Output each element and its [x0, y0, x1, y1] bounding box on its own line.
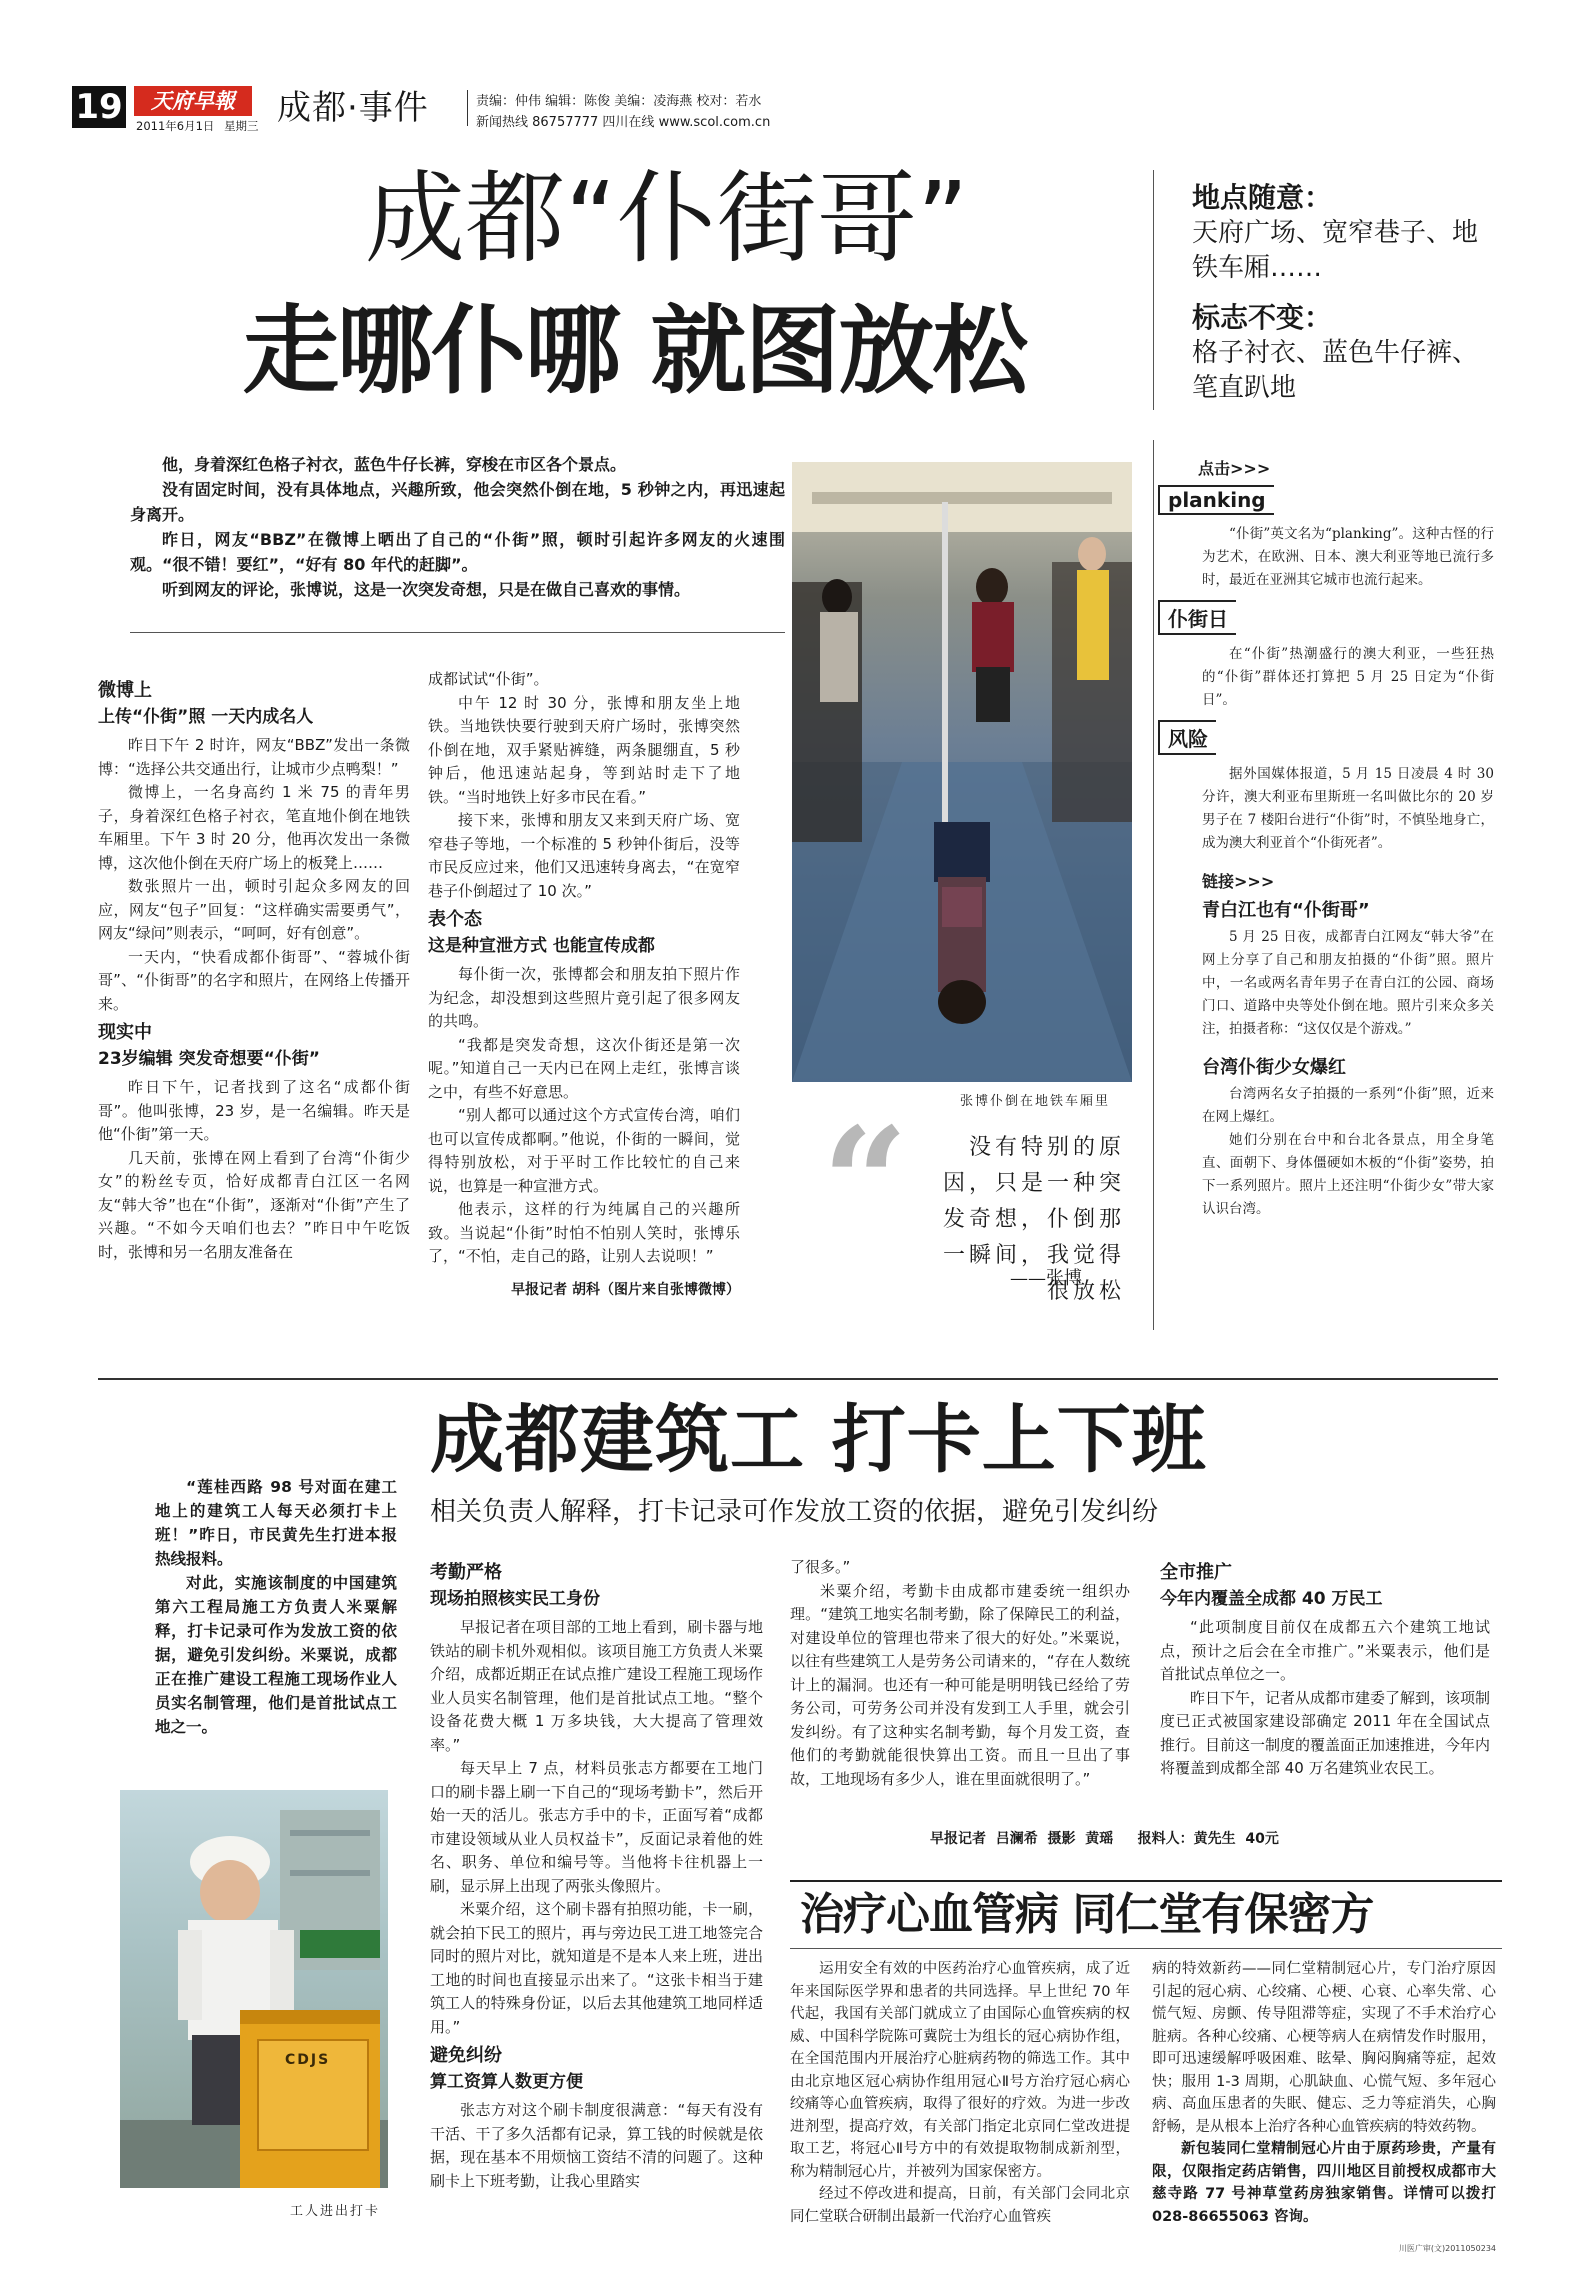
ad-column-1: [790, 1958, 1130, 2228]
story2-kicker-dispute: 避免纠纷: [430, 2045, 502, 2066]
story1-deck: [1192, 180, 1492, 406]
story2-col3-para-2: 昨日下午，记者从成都市建委了解到，该项制度已正式被国家建设部确定 2011 年在全国试点推行。目前这一制度的覆盖面正加速推进，今年内将覆盖到成都全部 40 万名建筑业农民工。: [1160, 1688, 1491, 1777]
col1-para-5: 昨日下午，记者找到了这名“成都仆街哥”。他叫张博，23 岁，是一名编辑。昨天是他“仆街”第一天。: [98, 1078, 410, 1143]
col1-heading-reality: 23岁编辑 突发奇想要“仆街”: [98, 1049, 320, 1069]
col2-para-1: 成都试试“仆街”。: [428, 670, 549, 688]
deck-text-location: 天府广场、宽窄巷子、地铁车厢……: [1192, 218, 1479, 283]
col1-kicker-reality: 现实中: [98, 1022, 152, 1043]
planking-text: “仆街”英文名为“planking”。这种古怪的行为艺术，在欧洲、日本、澳大利亚等地已流行多时，最近在亚洲其它城市也流行起来。: [1202, 526, 1494, 588]
col1-para-1: 昨日下午 2 时许，网友“BBZ”发出一条微博：“选择公共交通出行，让城市少点鸭梨！”: [98, 736, 410, 778]
ad-column-2: [1152, 1958, 1496, 2228]
story2-subhead: 相关负责人解释，打卡记录可作发放工资的依据，避免引发纠纷: [430, 1497, 1159, 1527]
story2-byline: 早报记者 吕澜希 摄影 黄瑶 报料人：黄先生 40元: [930, 1831, 1279, 1847]
story1-byline: 早报记者 胡科（图片来自张博微博）: [511, 1281, 740, 1298]
ad-top-rule: [790, 1880, 1502, 1882]
story1-column-1: [98, 678, 410, 1264]
subway-scene-illustration: [792, 462, 1132, 1082]
ad-col1-para-2: 经过不停改进和提高，日前，有关部门会同北京同仁堂联合研制出最新一代治疗心血管疾: [790, 2186, 1130, 2225]
col2-para-4: 每仆街一次，张博都会和朋友拍下照片作为纪念，却没想到这些照片竟引起了很多网友的共鸣。: [428, 965, 740, 1030]
tag-planking-day: 仆街日: [1158, 600, 1236, 635]
story2-column-1: [430, 1560, 763, 2193]
lead-para-4: 听到网友的评论，张博说，这是一次突发奇想，只是在做自己喜欢的事情。: [162, 580, 691, 599]
click-label: 点击>>>: [1198, 459, 1271, 478]
story2-kicker-rollout: 全市推广: [1160, 1562, 1232, 1583]
taiwan-heading: 台湾仆街少女爆红: [1202, 1057, 1346, 1078]
story2-lead: [155, 1475, 397, 1739]
subway-photo-caption: 张博仆倒在地铁车厢里: [960, 1094, 1111, 1109]
taiwan-text-1: 台湾两名女子拍摄的一系列“仆街”照，近来在网上爆红。: [1202, 1086, 1494, 1125]
page-number: 19: [72, 86, 126, 128]
col1-para-2: 微博上，一名身高约 1 米 75 的青年男子，身着深红色格子衬衣，笔直地仆倒在地铁车厢里。下午 3 时 20 分，他再次发出一条微博，这次他仆倒在天府广场上的板凳上……: [98, 783, 410, 872]
deck-divider: [1153, 170, 1154, 410]
col2-kicker-opinion: 表个态: [428, 909, 482, 930]
story2-lead-para-1: “莲桂西路 98 号对面在建工地上的建筑工人每天必须打卡上班！”昨日，市民黄先生打进本报热线报料。: [155, 1478, 397, 1568]
deck-text-sign: 格子衬衣、蓝色牛仔裤、笔直趴地: [1192, 338, 1479, 403]
col1-para-6: 几天前，张博在网上看到了台湾“仆街少女”的粉丝专页，恰好成都青白江区一名网友“韩大爷”也在“仆街”，逐渐对“仆街”产生了兴趣。“不如今天咱们也去？”昨日中午吃饭时，张博和另一名朋友准备在: [98, 1148, 410, 1261]
weekday-text: 星期三: [224, 119, 259, 133]
story2-col2-para-1: 了很多。”: [790, 1558, 851, 1576]
lead-divider: [130, 632, 785, 633]
col2-para-2: 中午 12 时 30 分，张博和朋友坐上地铁。当地铁快要行驶到天府广场时，张博突然仆倒在地，双手紧贴裤缝，两条腿绷直，5 秒钟后，他迅速站起身，等到站时走下了地铁。“当时地铁上好多市民在看。”: [428, 693, 740, 806]
credits-line-2: 新闻热线 86757777 四川在线 www.scol.com.cn: [476, 115, 771, 130]
credits-line-1: 责编：仲伟 编辑：陈俊 美编：凌海燕 校对：若水: [476, 94, 762, 109]
lead-para-1: 他，身着深红色格子衬衣，蓝色牛仔长裤，穿梭在市区各个景点。: [162, 455, 627, 474]
sidebar-divider: [1153, 440, 1154, 1330]
deck-label-location: 地点随意：: [1192, 181, 1333, 214]
story1-column-2: [428, 668, 740, 1299]
col1-para-3: 数张照片一出，顿时引起众多网友的回应，网友“包子”回复：“这样确实需要勇气”，网友“绿问”则表示，“呵呵，好有创意”。: [98, 877, 410, 942]
story1-subheadline: 走哪仆哪 就图放松: [243, 295, 1027, 407]
tag-risk: 风险: [1158, 720, 1216, 755]
qingbaijiang-heading: 青白江也有“仆街哥”: [1202, 900, 1370, 921]
worker-photo-caption: 工人进出打卡: [290, 2204, 381, 2219]
col2-para-5: “我都是突发奇想，这次仆街还是第一次呢。”知道自己一天内已在网上走红，张博言谈之中，有些不好意思。: [428, 1035, 740, 1101]
story2-col1-para-2: 每天早上 7 点，材料员张志方都要在工地门口的刷卡器上刷一下自己的“现场考勤卡”，然后开始一天的活儿。张志方手中的卡，正面写着“成都市建设领域从业人员权益卡”，反面记录着他的姓名、职务、单位和编号等。当他将卡往机器上一刷，显示屏上出现了两张头像照片。: [430, 1759, 763, 1895]
masthead-divider: [467, 90, 468, 126]
story2-column-2: [790, 1556, 1130, 1791]
story2-heading-rollout: 今年内覆盖全成都 40 万民工: [1160, 1589, 1383, 1609]
story2-col3-para-1: “此项制度目前仅在成都五六个建筑工地试点，预计之后会在全市推广。”米粟表示，他们是首批试点单位之一。: [1160, 1618, 1490, 1683]
col2-para-3: 接下来，张博和朋友又来到天府广场、宽窄巷子等地，一个标准的 5 秒钟仆街后，没等市民反应过来，他们又迅速转身离去，“在宽窄巷子仆倒超过了 10 次。”: [428, 811, 740, 900]
story2-column-3: [1160, 1560, 1490, 1781]
risk-text: 据外国媒体报道，5 月 15 日凌晨 4 时 30 分许，澳大利亚布里斯班一名叫做比尔的 20 岁男子在 7 楼阳台进行“仆街”时，不慎坠地身亡，成为澳大利亚首个“仆街死者”。: [1202, 766, 1494, 851]
tongrentang-ad: [790, 1880, 1502, 2260]
qingbaijiang-text: 5 月 25 日夜，成都青白江网友“韩大爷”在网上分享了自己和朋友拍摄的“仆街”照。照片中，一名或两名青年男子在青白江的公园、商场门口、道路中央等处仆倒在地。照片引来众多关注，拍摄者称：“这仅仅是个游戏。”: [1202, 929, 1494, 1037]
deck-label-sign: 标志不变：: [1192, 301, 1333, 334]
story2-kicker-attendance: 考勤严格: [430, 1562, 502, 1583]
paper-name: 天府早報: [151, 88, 235, 113]
story1-lead: [130, 452, 785, 602]
issue-date: [136, 118, 259, 134]
pull-quote: 没有特别的原因，只是一种突发奇想，仆倒那一瞬间，我觉得很放松: [942, 1135, 1125, 1304]
lead-para-2: 没有固定时间，没有具体地点，兴趣所致，他会突然仆倒在地，5 秒钟之内，再迅速起身离开。: [130, 480, 785, 524]
col2-heading-opinion: 这是种宣泄方式 也能宣传成都: [428, 936, 655, 956]
ad-col2-para-2: 新包装同仁堂精制冠心片由于原药珍贵，产量有限，仅限指定药店销售，四川地区目前授权成都市大慈寺路 77 号神草堂药房独家销售。详情可以拨打 028-86655063 咨询。: [1152, 2141, 1496, 2225]
story2-top-rule: [98, 1378, 1498, 1380]
pull-quote-author: ——张博: [1010, 1268, 1082, 1289]
section-title: 成都·事件: [277, 88, 429, 128]
story2-lead-para-2: 对此，实施该制度的中国建筑第六工程局施工方负责人米粟解释，打卡记录可作为发放工资的依据，避免引发纠纷。米粟说，成都正在推广建设工程施工现场作业人员实名制管理，他们是首批试点工地之一。: [155, 1574, 397, 1736]
story2-headline: 成都建筑工 打卡上下班: [430, 1397, 1207, 1483]
planking-sidebar: [1158, 456, 1498, 1221]
story2-heading-dispute: 算工资算人数更方便: [430, 2072, 583, 2092]
planking-day-text: 在“仆街”热潮盛行的澳大利亚，一些狂热的“仆街”群体还打算把 5 月 25 日定为“仆街日”。: [1202, 646, 1494, 708]
story2-col1-para-4: 张志方对这个刷卡制度很满意：“每天有没有干活、干了多久活都有记录，算工钱的时候就是依据，现在基本不用烦恼工资结不清的问题了。这种刷卡上下班考勤，让我心里踏实: [430, 2101, 763, 2190]
paper-logo: [134, 86, 252, 116]
story2-col1-para-3: 米粟介绍，这个刷卡器有拍照功能，卡一刷，就会拍下民工的照片，再与旁边民工进工地签完合同时的照片对比，就知道是不是本人来上班，进出工地的时间也直接显示出来了。“这张卡相当于建筑工人的特殊身份证，以后去其他建筑工地同样适用。”: [430, 1900, 763, 2036]
col1-heading-weibo: 上传“仆街”照 一天内成名人: [98, 707, 314, 727]
subway-photo: [792, 462, 1132, 1082]
story1-headline: 成都“仆街哥”: [365, 160, 969, 277]
taiwan-text-2: 她们分别在台中和台北各景点，用全身笔直、面朝下、身体僵硬如木板的“仆街”姿势，拍下一系列照片。照片上还注明“仆街少女”带大家认识台湾。: [1202, 1132, 1494, 1217]
ad-approval-number: 川医广审(文)2011050234: [1398, 2244, 1496, 2253]
link-label: 链接>>>: [1202, 872, 1275, 891]
ad-col2-para-1: 病的特效新药——同仁堂精制冠心片，专门治疗原因引起的冠心病、心绞痛、心梗、心衰、心率失常、心慌气短、房颤、传导阻滞等症，实现了不手术治疗心脏病。各种心绞痛、心梗等病人在病情发作时服用，即可迅速缓解呼吸困难、眩晕、胸闷胸痛等症，起效快；服用 1-3 周期，心肌缺血、心慌气短、多年冠心病、高血压患者的失眠、健忘、乏力等症消失，心胸舒畅，是从根本上治疗各种心血管疾病的特效药物。: [1152, 1961, 1496, 2135]
col2-para-7: 他表示，这样的行为纯属自己的兴趣所致。当说起“仆街”时怕不怕别人笑时，张博乐了，“不怕，走自己的路，让别人去说呗！”: [428, 1200, 740, 1265]
story2-heading-attendance: 现场拍照核实民工身份: [430, 1589, 600, 1609]
story2-col1-para-1: 早报记者在项目部的工地上看到，刷卡器与地铁站的刷卡机外观相似。该项目施工方负责人米粟介绍，成都近期正在试点推广建设工程施工现场作业人员实名制管理，他们是首批试点工地。“整个设备花费大概 1 万多块钱，大大提高了管理效率。”: [430, 1618, 763, 1754]
worker-scene-illustration: [120, 1790, 388, 2188]
date-text: 2011年6月1日: [136, 119, 215, 133]
ad-headline: 治疗心血管病 同仁堂有保密方: [800, 1889, 1374, 1940]
story2-col2-para-2: 米粟介绍，考勤卡由成都市建委统一组织办理。“建筑工地实名制考勤，除了保障民工的利益，对建设单位的管理也带来了很大的好处。”米粟说，以往有些建筑工人是劳务公司请来的，“存在人数统计上的漏洞。也还有一种可能是明明钱已经给了劳务公司，可劳务公司并没有发到工人手里，就会引发纠纷。有了这种实名制考勤，每个月发工资，查他们的考勤就能很快算出工资。而且一旦出了事故，工地现场有多少人，谁在里面就很明了。”: [790, 1581, 1130, 1788]
ad-col1-para-1: 运用安全有效的中医药治疗心血管疾病，成了近年来国际医学界和患者的共同选择。早上世纪 70 年代起，我国有关部门就成立了由国际心血管疾病的权威、中国科学院陈可冀院士为组长的冠心病协作组，在全国范围内开展治疗心脏病药物的筛选工作。其中由北京地区冠心病协作组用冠心Ⅱ号方治疗冠心病心绞痛等心血管疾病，取得了很好的疗效。为进一步改进剂型，提高疗效，有关部门指定北京同仁堂改进提取工艺，将冠心Ⅱ号方中的有效提取物制成新剂型，称为精制冠心片，并被列为国家保密方。: [790, 1961, 1130, 2180]
card-reader-sign: CDJS: [285, 2052, 331, 2068]
tag-planking: planking: [1158, 485, 1274, 515]
col1-para-4: 一天内，“快看成都仆街哥”、“蓉城仆街哥”、“仆街哥”的名字和照片，在网络上传播开来。: [98, 947, 410, 1013]
lead-para-3: 昨日，网友“BBZ”在微博上晒出了自己的“仆街”照，顿时引起许多网友的火速围观。“很不错！要红”，“好有 80 年代的赶脚”。: [130, 530, 785, 574]
col2-para-6: “别人都可以通过这个方式宣传台湾，咱们也可以宣传成都啊。”他说，仆街的一瞬间，觉得特别放松，对于平时工作比较忙的自己来说，也算是一种宣泄方式。: [428, 1106, 740, 1195]
masthead: [72, 86, 1522, 134]
ad-headline-rule: [790, 1948, 1502, 1949]
col1-kicker-weibo: 微博上: [98, 680, 152, 701]
worker-photo: [120, 1790, 388, 2188]
quote-mark-icon: “: [822, 1095, 909, 1271]
